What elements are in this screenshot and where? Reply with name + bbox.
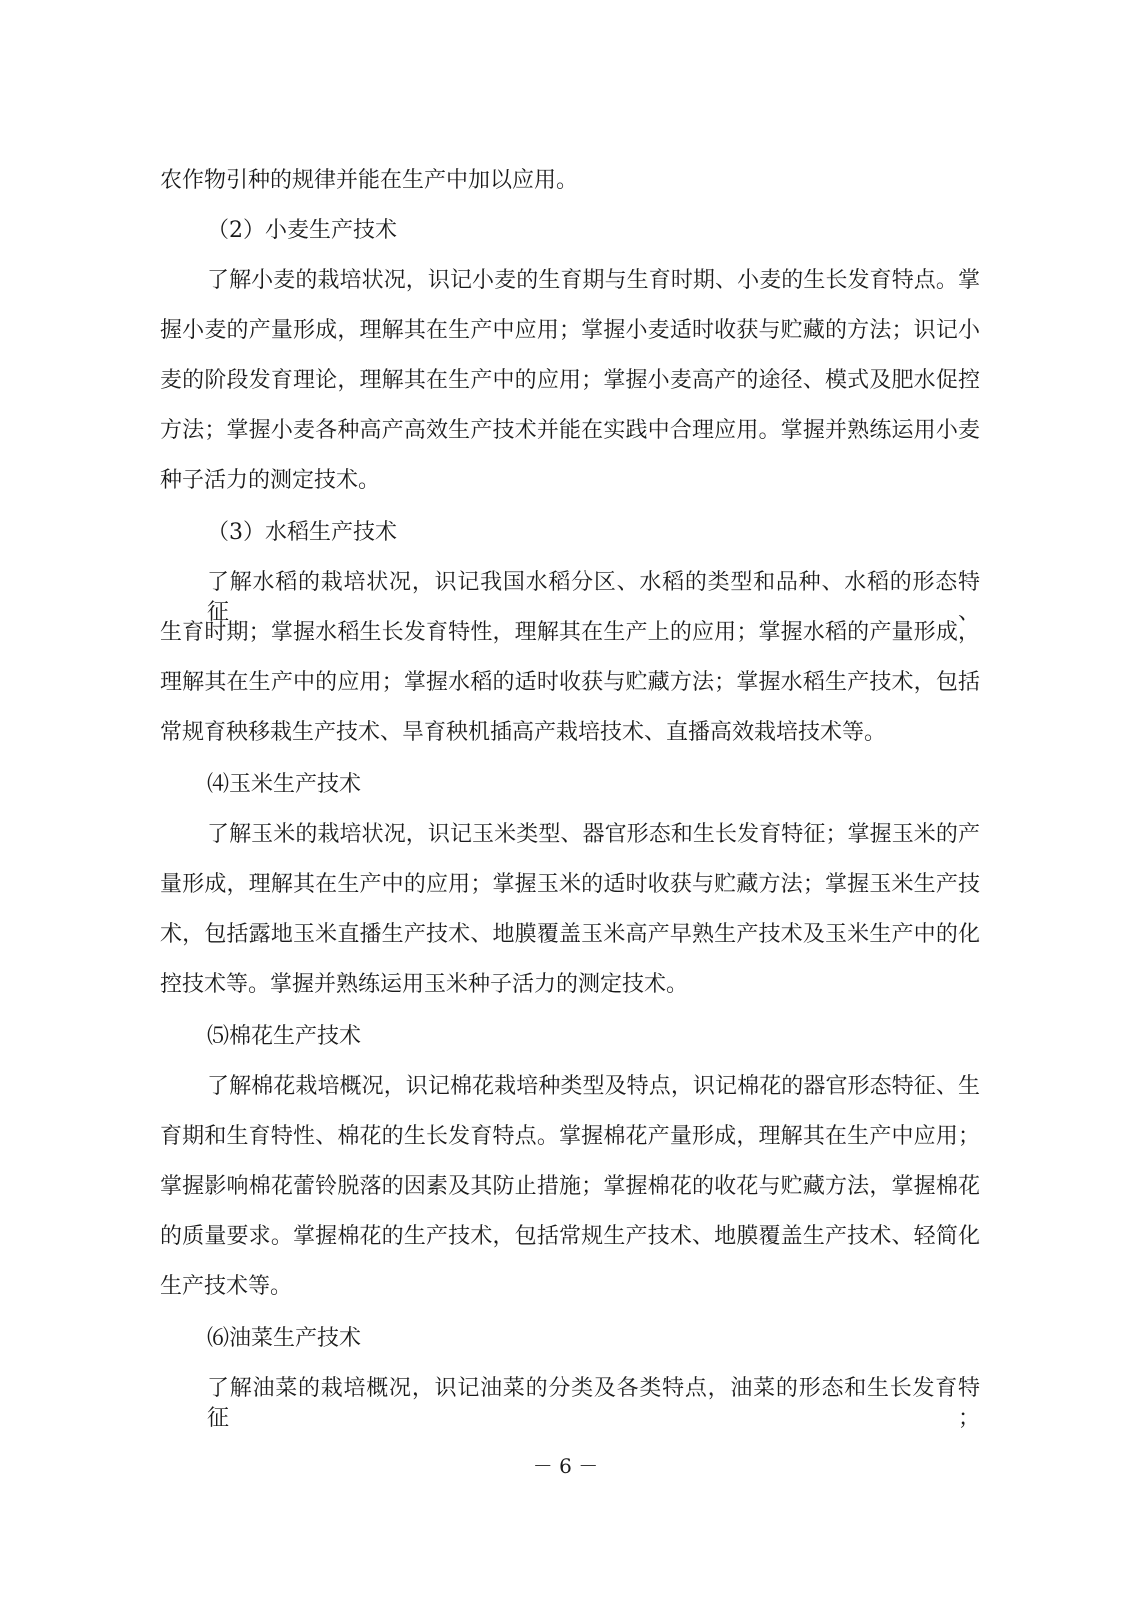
paragraph-line: 的质量要求。掌握棉花的生产技术，包括常规生产技术、地膜覆盖生产技术、轻简化 xyxy=(160,1224,980,1249)
paragraph-line: 生育时期；掌握水稻生长发育特性，理解其在生产上的应用；掌握水稻的产量形成， xyxy=(160,620,980,645)
section-heading-cotton: ⑸棉花生产技术 xyxy=(207,1024,362,1049)
paragraph-line: 了解玉米的栽培状况，识记玉米类型、器官形态和生长发育特征；掌握玉米的产 xyxy=(207,822,980,847)
section-heading-wheat: （2）小麦生产技术 xyxy=(207,218,397,243)
paragraph-line: 了解油菜的栽培概况，识记油菜的分类及各类特点，油菜的形态和生长发育特征； xyxy=(207,1376,980,1431)
paragraph-line: 理解其在生产中的应用；掌握水稻的适时收获与贮藏方法；掌握水稻生产技术，包括 xyxy=(160,670,980,695)
paragraph-line: 种子活力的测定技术。 xyxy=(160,468,381,493)
section-heading-rapeseed: ⑹油菜生产技术 xyxy=(207,1326,362,1351)
paragraph-line: 方法；掌握小麦各种高产高效生产技术并能在实践中合理应用。掌握并熟练运用小麦 xyxy=(160,418,980,443)
paragraph-line: 术，包括露地玉米直播生产技术、地膜覆盖玉米高产早熟生产技术及玉米生产中的化 xyxy=(160,922,980,947)
paragraph-line: 了解水稻的栽培状况，识记我国水稻分区、水稻的类型和品种、水稻的形态特征、 xyxy=(207,570,980,625)
paragraph-line: 生产技术等。 xyxy=(160,1274,293,1299)
paragraph-line: 掌握影响棉花蕾铃脱落的因素及其防止措施；掌握棉花的收花与贮藏方法，掌握棉花 xyxy=(160,1174,980,1199)
paragraph-line: 握小麦的产量形成，理解其在生产中应用；掌握小麦适时收获与贮藏的方法；识记小 xyxy=(160,318,980,343)
section-heading-rice: （3）水稻生产技术 xyxy=(207,520,397,545)
page-number: － 6 － xyxy=(532,1454,599,1478)
paragraph-line: 常规育秧移栽生产技术、旱育秧机插高产栽培技术、直播高效栽培技术等。 xyxy=(160,720,887,745)
paragraph-line: 量形成，理解其在生产中的应用；掌握玉米的适时收获与贮藏方法；掌握玉米生产技 xyxy=(160,872,980,897)
paragraph-line: 育期和生育特性、棉花的生长发育特点。掌握棉花产量形成，理解其在生产中应用； xyxy=(160,1124,980,1149)
paragraph-line: 麦的阶段发育理论，理解其在生产中的应用；掌握小麦高产的途径、模式及肥水促控 xyxy=(160,368,980,393)
paragraph-line: 了解棉花栽培概况，识记棉花栽培种类型及特点，识记棉花的器官形态特征、生 xyxy=(207,1074,980,1099)
section-heading-corn: ⑷玉米生产技术 xyxy=(207,772,362,797)
paragraph-line: 了解小麦的栽培状况，识记小麦的生育期与生育时期、小麦的生长发育特点。掌 xyxy=(207,268,980,293)
paragraph-line: 农作物引种的规律并能在生产中加以应用。 xyxy=(160,168,579,193)
paragraph-line: 控技术等。掌握并熟练运用玉米种子活力的测定技术。 xyxy=(160,972,689,997)
